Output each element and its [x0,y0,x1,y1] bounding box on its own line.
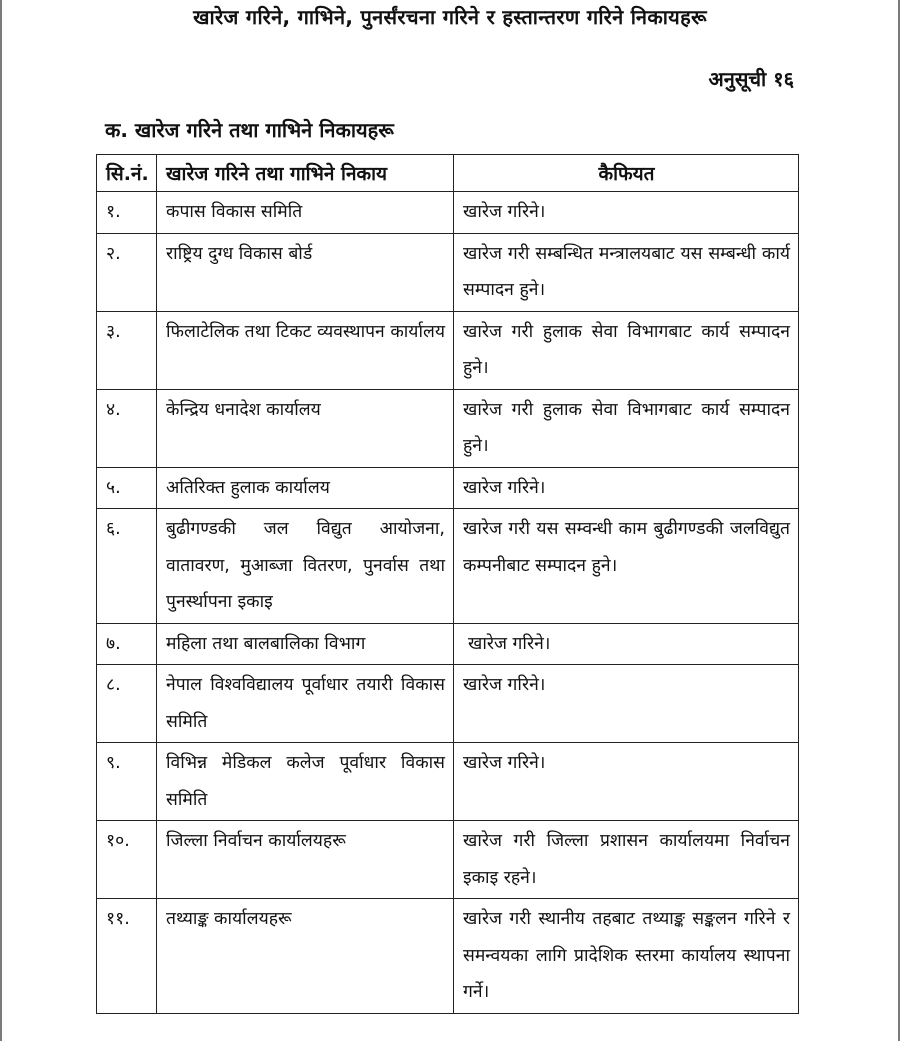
row-organization: कपास विकास समिति [157,192,454,234]
row-organization: महिला तथा बालबालिका विभाग [157,623,454,665]
row-organization: राष्ट्रिय दुग्ध विकास बोर्ड [157,233,454,311]
row-remarks: खारेज गरी यस सम्वन्धी काम बुढीगण्डकी जलविद्युत कम्पनीबाट सम्पादन हुने। [454,509,799,624]
schedule-label: अनुसूची १६ [708,67,794,91]
row-serial: १०. [97,821,157,899]
row-organization: तथ्याङ्क कार्यालयहरू [157,899,454,1014]
row-remarks: खारेज गरिने। [454,467,799,509]
table-row [97,467,799,509]
table-row [97,389,799,467]
organizations-table [96,154,799,1014]
row-serial: ५. [97,467,157,509]
row-remarks: खारेज गरी हुलाक सेवा विभागबाट कार्य सम्पादन हुने। [454,389,799,467]
table-row [97,311,799,389]
table-row [97,665,799,743]
row-remarks: खारेज गरी सम्बन्धित मन्त्रालयबाट यस सम्बन्धी कार्य सम्पादन हुने। [454,233,799,311]
row-serial: ६. [97,509,157,624]
header-organization: खारेज गरिने तथा गाभिने निकाय [157,155,454,192]
row-remarks: खारेज गरी स्थानीय तहबाट तथ्याङ्क सङ्कलन गरिने र समन्वयका लागि प्रादेशिक स्तरमा कार्यालय स्थापना गर्ने। [454,899,799,1014]
header-remarks: कैफियत [454,155,799,192]
row-remarks: खारेज गरिने। [454,665,799,743]
row-serial: ३. [97,311,157,389]
row-remarks: खारेज गरिने। [454,623,799,665]
row-serial: ९. [97,743,157,821]
document-title: खारेज गरिने, गाभिने, पुनर्संरचना गरिने र हस्तान्तरण गरिने निकायहरू [193,5,707,29]
row-organization: अतिरिक्त हुलाक कार्यालय [157,467,454,509]
row-organization: जिल्ला निर्वाचन कार्यालयहरू [157,821,454,899]
section-heading: क. खारेज गरिने तथा गाभिने निकायहरू [105,118,394,142]
table-row [97,821,799,899]
row-remarks: खारेज गरिने। [454,192,799,234]
row-remarks: खारेज गरी हुलाक सेवा विभागबाट कार्य सम्पादन हुने। [454,311,799,389]
table-row [97,509,799,624]
header-serial: सि.नं. [97,155,157,192]
row-organization: केन्द्रिय धनादेश कार्यालय [157,389,454,467]
row-organization: फिलाटेलिक तथा टिकट व्यवस्थापन कार्यालय [157,311,454,389]
table-row [97,743,799,821]
row-serial: ८. [97,665,157,743]
row-remarks: खारेज गरिने। [454,743,799,821]
row-serial: ४. [97,389,157,467]
row-serial: १. [97,192,157,234]
row-organization: बुढीगण्डकी जल विद्युत आयोजना, वातावरण, मुआब्जा वितरण, पुनर्वास तथा पुनर्स्थापना इकाइ [157,509,454,624]
page-border-left [0,0,2,1041]
row-organization: विभिन्न मेडिकल कलेज पूर्वाधार विकास समिति [157,743,454,821]
table-row [97,192,799,234]
row-remarks: खारेज गरी जिल्ला प्रशासन कार्यालयमा निर्वाचन इकाइ रहने। [454,821,799,899]
table-row [97,623,799,665]
table-row [97,899,799,1014]
table-row [97,233,799,311]
table-header-row [97,155,799,192]
row-serial: ११. [97,899,157,1014]
row-serial: २. [97,233,157,311]
row-organization: नेपाल विश्वविद्यालय पूर्वाधार तयारी विकास समिति [157,665,454,743]
row-serial: ७. [97,623,157,665]
